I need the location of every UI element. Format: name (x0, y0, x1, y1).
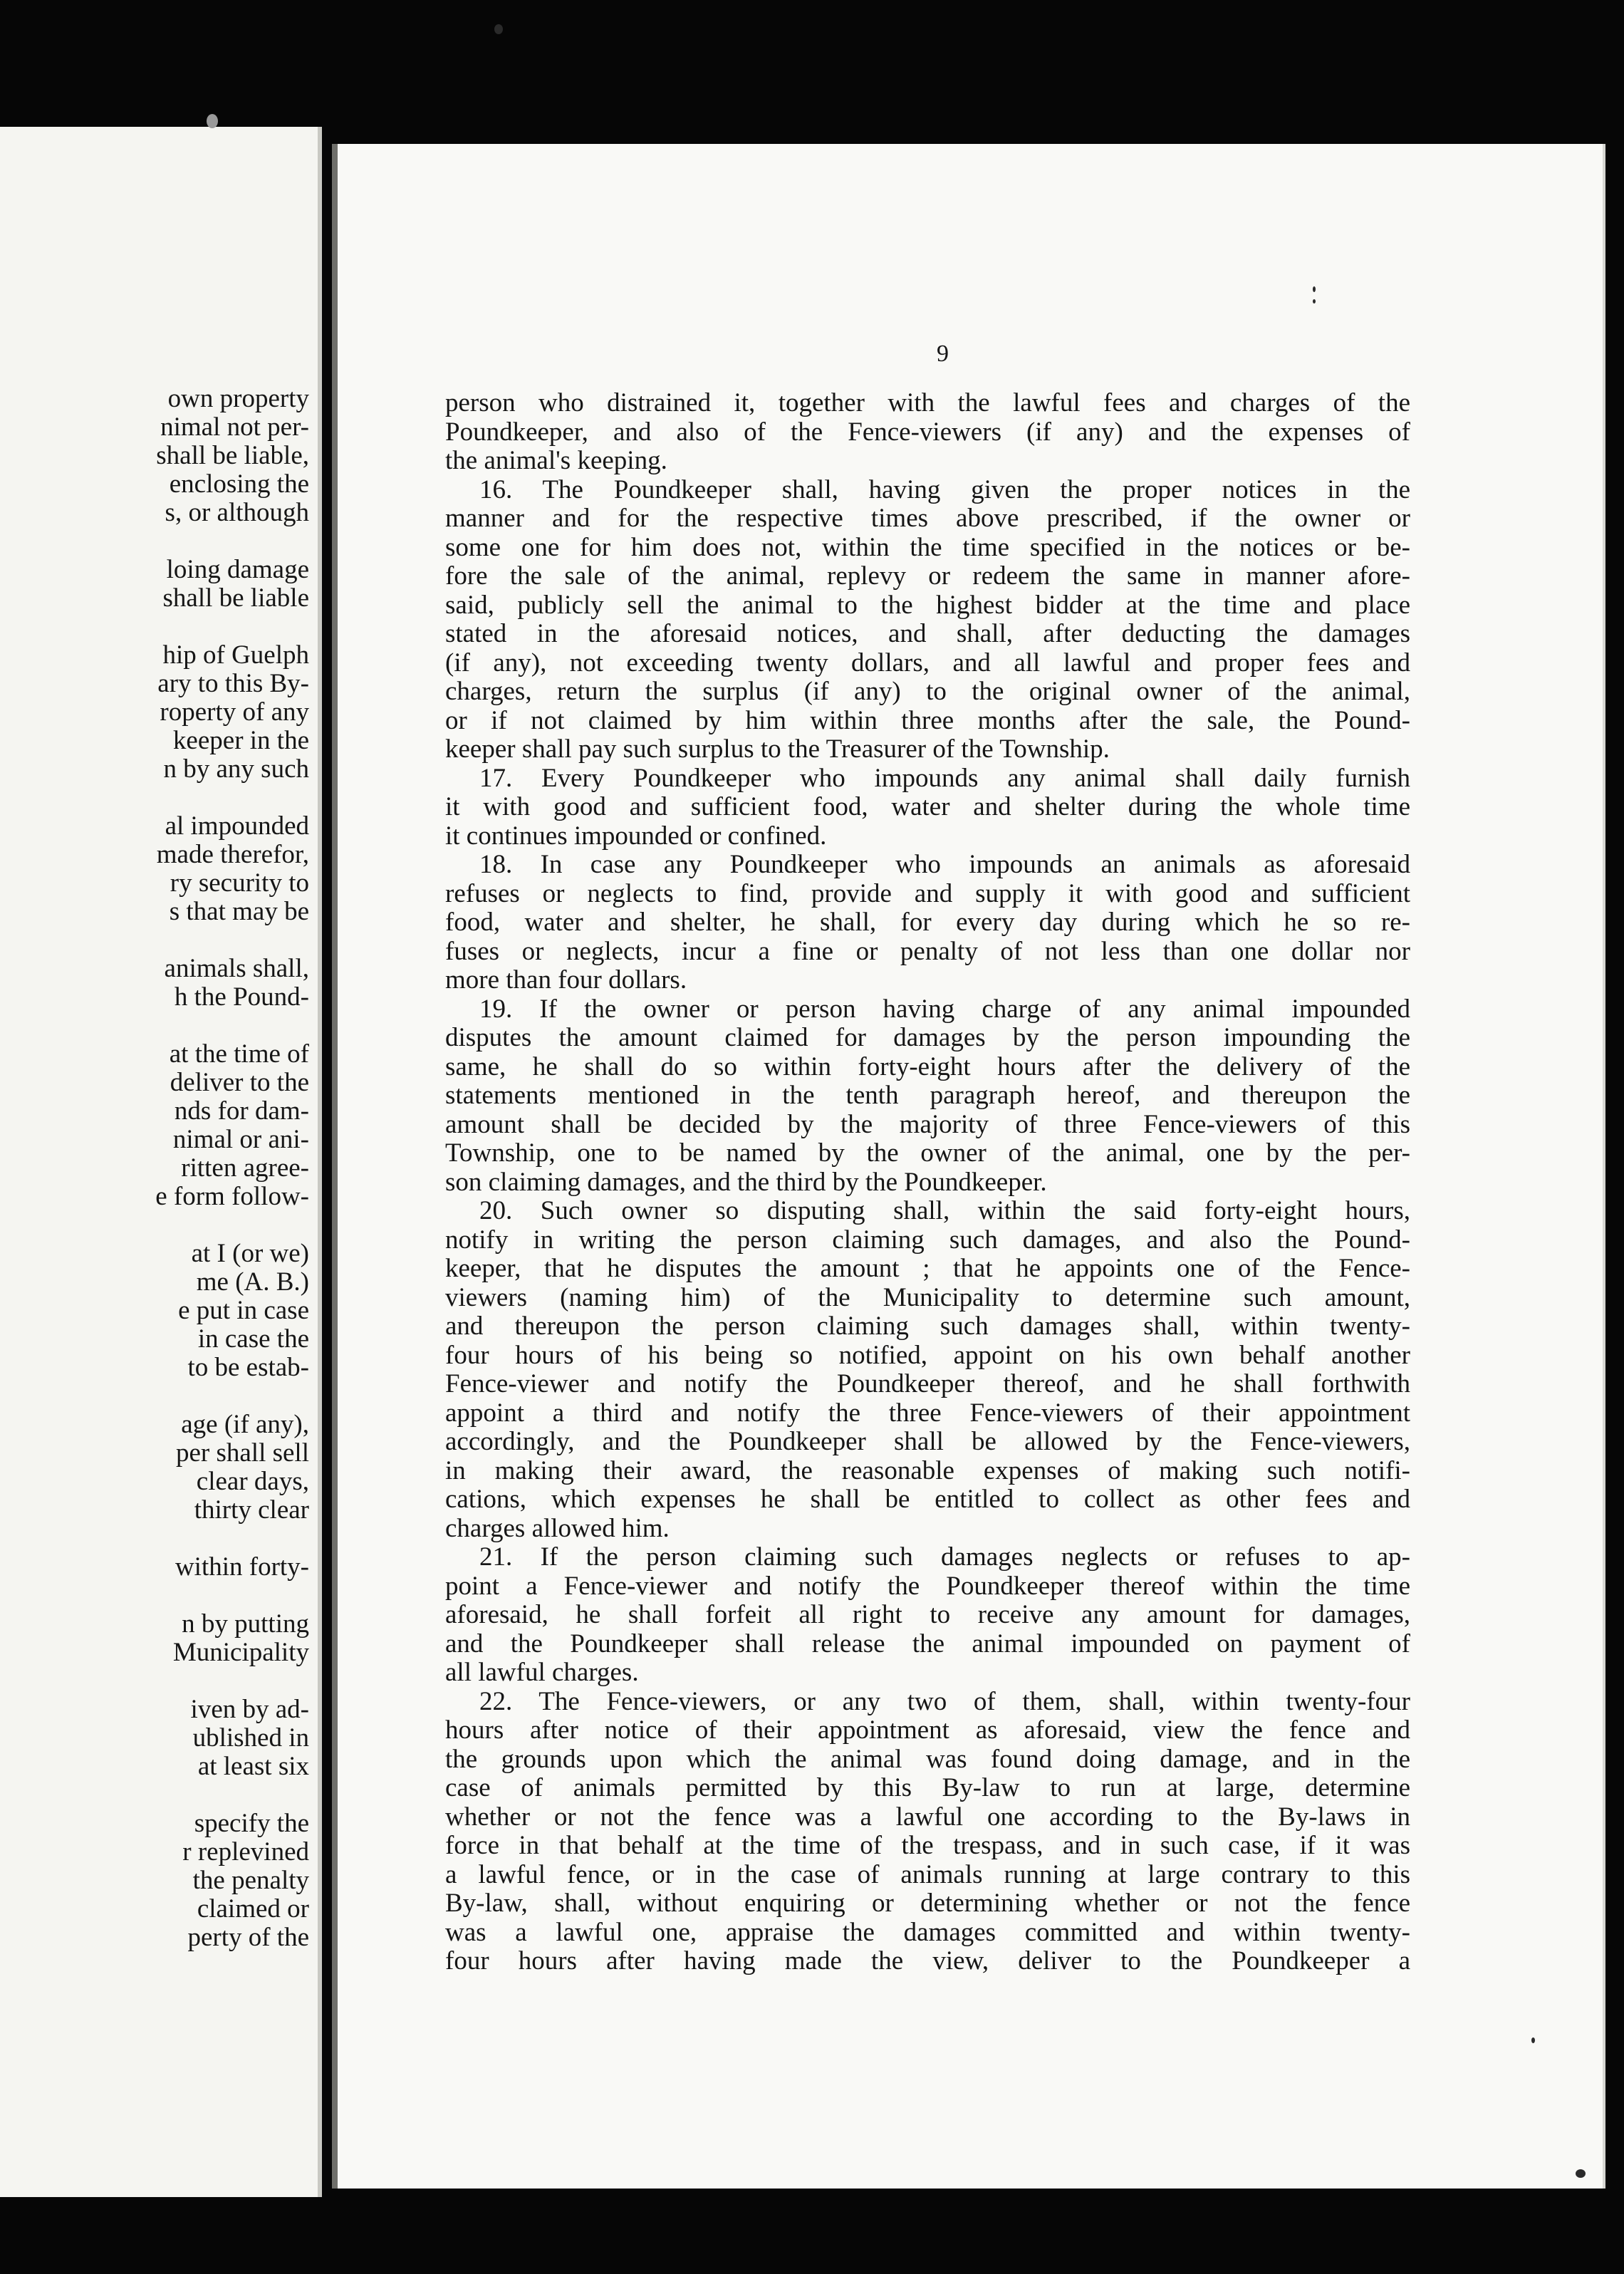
body-line: point a Fence-viewer and notify the Poundkeeper thereof within the time (445, 1572, 1410, 1601)
paragraph-start-line: 18. In case any Poundkeeper who impounds an animals as aforesaid (479, 850, 1410, 879)
left-page-line: specify the (194, 1809, 309, 1838)
body-line: the grounds upon which the animal was found doing damage, and in the (445, 1745, 1410, 1774)
paragraph-start-line: 17. Every Poundkeeper who impounds any animal shall daily furnish (479, 764, 1410, 793)
left-page-line: within forty- (175, 1552, 309, 1582)
dust-speck (1531, 2037, 1535, 2043)
paragraph-start-line: 22. The Fence-viewers, or any two of them, shall, within twenty-four (479, 1687, 1410, 1716)
body-line: it with good and sufficient food, water and shelter during the whole time (445, 792, 1410, 821)
left-page-line: e form follow- (155, 1182, 309, 1211)
body-line: aforesaid, he shall forfeit all right to receive any amount for damages, (445, 1600, 1410, 1629)
body-line: case of animals permitted by this By-law to run at large, determine (445, 1773, 1410, 1802)
left-page-line: to be estab- (187, 1353, 309, 1382)
body-line: statements mentioned in the tenth paragraph hereof, and thereupon the (445, 1081, 1410, 1110)
left-page-line: hip of Guelph (162, 640, 309, 670)
left-page-line: iven by ad- (190, 1695, 309, 1724)
body-line: whether or not the fence was a lawful one according to the By-laws in (445, 1802, 1410, 1832)
dust-speck (1313, 286, 1316, 292)
left-page-line: n by any such (163, 754, 309, 784)
left-page-line: s, or although (165, 498, 309, 527)
left-page-line: h the Pound- (174, 982, 309, 1012)
body-line: accordingly, and the Poundkeeper shall be allowed by the Fence-viewers, (445, 1427, 1410, 1456)
dust-speck (1313, 299, 1316, 303)
left-page-line: in case the (197, 1324, 309, 1354)
right-page-edge (1603, 144, 1605, 2189)
body-line: and thereupon the person claiming such damages shall, within twenty- (445, 1312, 1410, 1341)
body-line: viewers (naming him) of the Municipality to determine such amount, (445, 1283, 1410, 1312)
body-line: manner and for the respective times above prescribed, if the owner or (445, 504, 1410, 533)
left-page-line: shall be liable (162, 583, 309, 613)
left-page-line: animals shall, (164, 954, 309, 983)
left-page-line: deliver to the (170, 1068, 309, 1097)
body-line: it continues impounded or confined. (445, 821, 827, 851)
body-line: was a lawful one, appraise the damages committed and within twenty- (445, 1918, 1410, 1947)
left-page-line: n by putting (182, 1609, 309, 1639)
left-page-line: Municipality (172, 1638, 309, 1667)
body-line: charges allowed him. (445, 1514, 670, 1543)
body-line: keeper shall pay such surplus to the Treasurer of the Township. (445, 734, 1110, 764)
left-page-line: nds for dam- (174, 1096, 309, 1126)
left-page-line: enclosing the (169, 469, 309, 499)
left-page-line: ublished in (192, 1723, 309, 1753)
body-line: the animal's keeping. (445, 446, 667, 475)
body-line: keeper, that he disputes the amount ; that he appoints one of the Fence- (445, 1254, 1410, 1283)
left-page-line: ritten agree- (181, 1153, 309, 1183)
left-page-line: perty of the (187, 1923, 309, 1952)
dust-speck (207, 114, 218, 128)
left-page-line: shall be liable, (156, 441, 309, 470)
left-page-line: at I (or we) (191, 1239, 309, 1268)
body-line: four hours of his being so notified, appoint on his own behalf another (445, 1341, 1410, 1370)
left-page-line: per shall sell (175, 1438, 309, 1468)
body-line: in making their award, the reasonable expenses of making such notifi- (445, 1456, 1410, 1485)
left-page-line: at the time of (169, 1039, 309, 1069)
body-line: son claiming damages, and the third by the Poundkeeper. (445, 1168, 1047, 1197)
body-line: stated in the aforesaid notices, and shall, after deducting the damages (445, 619, 1410, 648)
left-page-line: ary to this By- (157, 669, 309, 698)
body-line: Township, one to be named by the owner of the animal, one by the per- (445, 1138, 1410, 1168)
left-page-edge (318, 127, 322, 2197)
body-line: Poundkeeper, and also of the Fence-viewers (if any) and the expenses of (445, 417, 1410, 447)
body-line: some one for him does not, within the time specified in the notices or be- (445, 533, 1410, 562)
paragraph-start-line: 20. Such owner so disputing shall, within the said forty-eight hours, (479, 1196, 1410, 1225)
body-line: hours after notice of their appointment as aforesaid, view the fence and (445, 1715, 1410, 1745)
body-line: same, he shall do so within forty-eight hours after the delivery of the (445, 1052, 1410, 1081)
paragraph-start-line: 19. If the owner or person having charge of any animal impounded (479, 995, 1410, 1024)
left-page-line: s that may be (169, 897, 309, 926)
left-page-line: keeper in the (172, 726, 309, 755)
left-page-line: roperty of any (160, 697, 309, 727)
body-line: a lawful fence, or in the case of animals running at large contrary to this (445, 1860, 1410, 1889)
left-page-line: nimal not per- (160, 412, 309, 442)
left-page-line: at least six (197, 1752, 309, 1781)
body-line: charges, return the surplus (if any) to the original owner of the animal, (445, 677, 1410, 706)
left-page-line: age (if any), (181, 1410, 309, 1439)
body-line: fore the sale of the animal, replevy or redeem the same in manner afore- (445, 561, 1410, 591)
body-line: cations, which expenses he shall be entitled to collect as other fees and (445, 1485, 1410, 1514)
left-page-line: made therefor, (156, 840, 309, 869)
left-page (0, 127, 322, 2197)
left-page-line: the penalty (192, 1866, 309, 1895)
left-page-line: loing damage (166, 555, 309, 584)
body-line: By-law, shall, without enquiring or determining whether or not the fence (445, 1889, 1410, 1918)
left-page-line: clear days, (196, 1467, 309, 1496)
body-line: food, water and shelter, he shall, for every day during which he so re- (445, 908, 1410, 937)
body-line: notify in writing the person claiming such damages, and also the Pound- (445, 1225, 1410, 1255)
body-line: and the Poundkeeper shall release the animal impounded on payment of (445, 1629, 1410, 1658)
body-line: fuses or neglects, incur a fine or penalty of not less than one dollar nor (445, 937, 1410, 966)
left-page-line: claimed or (197, 1894, 309, 1923)
body-line: amount shall be decided by the majority of three Fence-viewers of this (445, 1110, 1410, 1139)
left-page-line: nimal or ani- (172, 1125, 309, 1154)
body-line: four hours after having made the view, deliver to the Poundkeeper a (445, 1946, 1410, 1976)
dust-speck (494, 24, 503, 34)
paragraph-start-line: 16. The Poundkeeper shall, having given the proper notices in the (479, 475, 1410, 504)
body-line: said, publicly sell the animal to the highest bidder at the time and place (445, 591, 1410, 620)
left-page-line: r replevined (182, 1837, 309, 1867)
body-line: Fence-viewer and notify the Poundkeeper thereof, and he shall forthwith (445, 1369, 1410, 1398)
left-page-line: thirty clear (194, 1495, 309, 1525)
left-page-line: e put in case (178, 1296, 309, 1325)
left-page-line: al impounded (165, 811, 309, 841)
paragraph-start-line: 21. If the person claiming such damages neglects or refuses to ap- (479, 1542, 1410, 1572)
body-line: disputes the amount claimed for damages by the person impounding the (445, 1023, 1410, 1052)
body-line: force in that behalf at the time of the trespass, and in such case, if it was (445, 1831, 1410, 1860)
dust-speck (1576, 2169, 1586, 2178)
left-page-line: own property (167, 384, 309, 413)
body-line: appoint a third and notify the three Fence-viewers of their appointment (445, 1398, 1410, 1428)
body-line: all lawful charges. (445, 1658, 639, 1687)
body-line: more than four dollars. (445, 965, 687, 995)
left-page-line: me (A. B.) (196, 1267, 309, 1297)
body-line: refuses or neglects to find, provide and supply it with good and sufficient (445, 879, 1410, 908)
left-page-line: ry security to (170, 868, 309, 898)
page-number: 9 (937, 341, 949, 367)
body-line: (if any), not exceeding twenty dollars, and all lawful and proper fees and (445, 648, 1410, 677)
body-line: person who distrained it, together with the lawful fees and charges of the (445, 388, 1410, 417)
body-line: or if not claimed by him within three months after the sale, the Pound- (445, 706, 1410, 735)
